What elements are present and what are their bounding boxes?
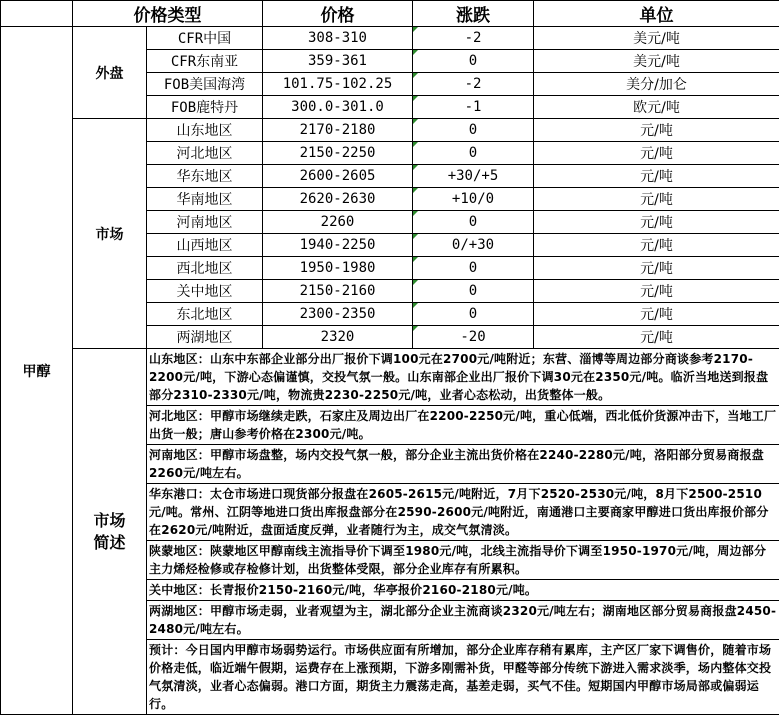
header-unit: 单位: [534, 1, 779, 27]
row-price: 1950-1980: [263, 257, 413, 280]
row-change: 0: [413, 119, 534, 142]
brief-hebei: 河北地区：甲醇市场继续走跌，石家庄及周边出厂在2200-2250元/吨，重心低端，西北低价货源冲击下，当地工厂出货一般；唐山参考价格在2300元/吨。: [147, 406, 779, 445]
group-brief: [73, 349, 147, 715]
row-price: 359-361: [263, 50, 413, 73]
row-name: 山东地区: [147, 119, 263, 142]
row-name: FOB美国海湾: [147, 73, 263, 96]
row-price: 2600-2605: [263, 165, 413, 188]
row-change: -20: [413, 326, 534, 349]
row-unit: 元/吨: [534, 257, 779, 280]
row-name: 河南地区: [147, 211, 263, 234]
row-change: -1: [413, 96, 534, 119]
row-price: 2320: [263, 326, 413, 349]
row-name: 山西地区: [147, 234, 263, 257]
row-price: 2300-2350: [263, 303, 413, 326]
row-price: 1940-2250: [263, 234, 413, 257]
row-unit: 美元/吨: [534, 50, 779, 73]
row-name: 两湖地区: [147, 326, 263, 349]
group-brief-line1: 市场: [93, 510, 126, 530]
row-price: 2620-2630: [263, 188, 413, 211]
brief-row: [1, 349, 779, 406]
group-external: 外盘: [73, 27, 147, 119]
row-name: 华东地区: [147, 165, 263, 188]
brief-henan: 河南地区：甲醇市场盘整，场内交投气氛一般，部分企业主流出货价格在2240-2280元/吨，洛阳部分贸易商报盘2260元/吨左右。: [147, 445, 779, 484]
header-change: 涨跌: [413, 1, 534, 27]
row-name: 华南地区: [147, 188, 263, 211]
row-name: 关中地区: [147, 280, 263, 303]
table-row: [1, 27, 779, 50]
header-blank: [1, 1, 73, 27]
row-price: 308-310: [263, 27, 413, 50]
row-change: 0: [413, 280, 534, 303]
row-change: 0: [413, 257, 534, 280]
brief-guanzhong: 关中地区：长青报价2150-2160元/吨，华亭报价2160-2180元/吨。: [147, 580, 779, 601]
header-type: 价格类型: [73, 1, 263, 27]
row-unit: 元/吨: [534, 303, 779, 326]
row-unit: 元/吨: [534, 211, 779, 234]
row-change: 0/+30: [413, 234, 534, 257]
row-price: 300.0-301.0: [263, 96, 413, 119]
row-unit: 元/吨: [534, 234, 779, 257]
row-change: -2: [413, 73, 534, 96]
row-unit: 元/吨: [534, 280, 779, 303]
row-price: 2260: [263, 211, 413, 234]
header-row: [1, 1, 779, 27]
row-price: 101.75-102.25: [263, 73, 413, 96]
row-change: 0: [413, 211, 534, 234]
row-name: CFR东南亚: [147, 50, 263, 73]
product-cell: 甲醇: [1, 27, 73, 715]
row-unit: 元/吨: [534, 326, 779, 349]
group-market: 市场: [73, 119, 147, 349]
brief-shandong: 山东地区：山东中东部企业部分出厂报价下调100元在2700元/吨附近；东营、淄博等周边部分商谈参考2170-2200元/吨，下游心态偏谨慎，交投气氛一般。山东南部企业出厂报价下调30元在2350元/吨。临沂当地送到报盘部分2310-2330元/吨，物流贵2230-2250元/吨，业者心态松动，出货整体一般。: [147, 349, 779, 406]
row-change: +30/+5: [413, 165, 534, 188]
header-price: 价格: [263, 1, 413, 27]
row-price: 2170-2180: [263, 119, 413, 142]
brief-lianghu: 两湖地区：甲醇市场走弱，业者观望为主，湖北部分企业主流商谈2320元/吨左右；湖南地区部分贸易商报盘2450-2480元/吨左右。: [147, 601, 779, 640]
row-name: FOB鹿特丹: [147, 96, 263, 119]
row-unit: 美分/加仑: [534, 73, 779, 96]
brief-east-port: 华东港口：太仓市场进口现货部分报盘在2605-2615元/吨附近，7月下2520-2530元/吨，8月下2500-2510元/吨。常州、江阴等地进口货出库报盘部分在2590-2600元/吨附近，南通港口主要商家甲醇进口货出库报价部分在2620元/吨附近，盘面适度反弹，业者随行为主，成交气氛清淡。: [147, 484, 779, 541]
brief-shaanxi-mongolia: 陕蒙地区：陕蒙地区甲醇南线主流指导价下调至1980元/吨，北线主流指导价下调至1950-1970元/吨，周边部分主力烯烃检修或存检修计划，出货整体受限，部分企业库存有所累积。: [147, 541, 779, 580]
row-name: CFR中国: [147, 27, 263, 50]
row-unit: 元/吨: [534, 119, 779, 142]
brief-forecast: 预计：今日国内甲醇市场弱势运行。市场供应面有所增加，部分企业库存稍有累库，主产区厂家下调售价，随着市场价格走低，临近端午假期，运费存在上涨预期，下游多刚需补货，甲醛等部分传统下游进入需求淡季，场内整体交投气氛清淡，业者心态偏弱。港口方面，期货主力震荡走高，基差走弱，买气不佳。短期国内甲醇市场局部或偏弱运行。: [147, 640, 779, 715]
row-change: 0: [413, 50, 534, 73]
row-unit: 元/吨: [534, 188, 779, 211]
row-change: -2: [413, 27, 534, 50]
row-price: 2150-2160: [263, 280, 413, 303]
row-unit: 欧元/吨: [534, 96, 779, 119]
row-unit: 元/吨: [534, 165, 779, 188]
row-price: 2150-2250: [263, 142, 413, 165]
row-unit: 美元/吨: [534, 27, 779, 50]
table-row: [1, 119, 779, 142]
row-change: 0: [413, 142, 534, 165]
row-change: +10/0: [413, 188, 534, 211]
row-name: 西北地区: [147, 257, 263, 280]
row-unit: 元/吨: [534, 142, 779, 165]
row-name: 东北地区: [147, 303, 263, 326]
row-change: 0: [413, 303, 534, 326]
row-name: 河北地区: [147, 142, 263, 165]
group-brief-line2: 简述: [93, 532, 126, 552]
